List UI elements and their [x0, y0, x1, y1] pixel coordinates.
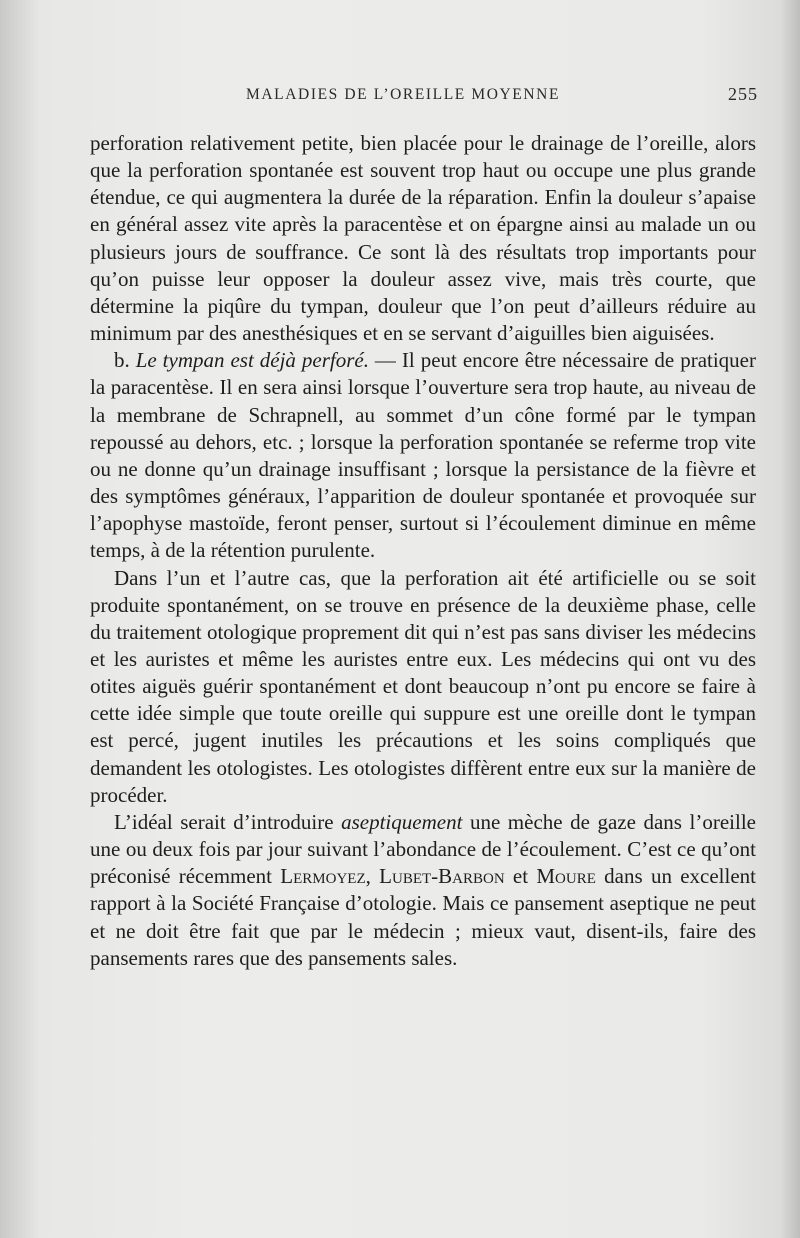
paragraph-4-text-a: L’idéal serait d’introduire: [114, 809, 342, 834]
paragraph-1-text: perforation relativement petite, bien placée pour le drainage de l’oreille, alors que la perforation spontanée est souvent trop haut ou occupe une plus grande étendue, ce qui augmentera la durée de la réparation. Enfin la douleur s’apaise en général assez vite après la paracentèse et on épargne ainsi au malade un ou plusieurs jours de souffrance. Ce sont là des résultats trop importants pour qu’on puisse leur opposer la douleur assez vive, mais très courte, que détermine la piqûre du tympan, douleur que l’on peut d’ailleurs réduire au minimum par des anesthésiques et en se servant d’aiguilles bien aiguisées.: [90, 131, 756, 346]
author-name-lermoyez: Lermoyez: [280, 864, 366, 889]
paragraph-2: [90, 347, 756, 564]
page-header: [90, 86, 770, 112]
paragraph-2-label: b.: [114, 348, 130, 373]
paragraph-4: [90, 809, 756, 972]
paragraph-4-text-d: et: [504, 864, 537, 889]
paragraph-1: [90, 130, 756, 347]
paragraph-4-text-b: une mèche de gaze dans l’oreille une ou deux fois par jour suivant l’abondance de l’écoulement. C’est ce qu’ont préconisé récemment: [90, 809, 756, 889]
paragraph-4-text-c: ,: [365, 864, 380, 889]
author-name-moure: Moure: [536, 864, 596, 889]
paragraph-2-text: — Il peut encore être nécessaire de pratiquer la paracentèse. Il en sera ainsi lorsque l’ouverture sera trop haute, au niveau de la membrane de Schrapnell, au sommet d’un cône formé par le tympan repoussé au dehors, etc. ; lorsque la perforation spontanée se referme trop vite ou ne donne qu’un drainage insuffisant ; lorsque la persistance de la fièvre et des symptômes généraux, l’apparition de douleur spontanée et provoquée sur l’apophyse mastoïde, feront penser, surtout si l’écoulement diminue en même temps, à de la rétention purulente.: [90, 348, 757, 563]
page-number: 255: [728, 84, 758, 104]
page-body: [90, 130, 756, 972]
paragraph-2-italic-heading: Le tympan est déjà perforé.: [135, 348, 369, 373]
author-name-lubet-barbon: Lubet-Barbon: [379, 864, 505, 889]
running-title: MALADIES DE L’OREILLE MOYENNE: [246, 86, 561, 103]
paragraph-4-italic: aseptiquement: [341, 809, 463, 834]
paragraph-3-text: Dans l’un et l’autre cas, que la perforation ait été artificielle ou se soit produite spontanément, on se trouve en présence de la deuxième phase, celle du traitement otologique proprement dit qui n’est pas sans diviser les médecins et les auristes et même les auristes entre eux. Les médecins qui ont vu des otites aiguës guérir spontanément et dont beaucoup n’ont pu encore se faire à cette idée simple que toute oreille qui suppure est une oreille dont le tympan est percé, jugent inutiles les précautions et les soins compliqués que demandent les otologistes. Les otologistes diffèrent entre eux sur la manière de procéder.: [90, 565, 756, 807]
paragraph-4-text-e: dans un excellent rapport à la Société Française d’otologie. Mais ce pansement aseptique ne peut et ne doit être fait que par le médecin ; mieux vaut, disent-ils, faire des pansements rares que des pansements sales.: [90, 864, 757, 970]
paragraph-3: [90, 565, 756, 809]
